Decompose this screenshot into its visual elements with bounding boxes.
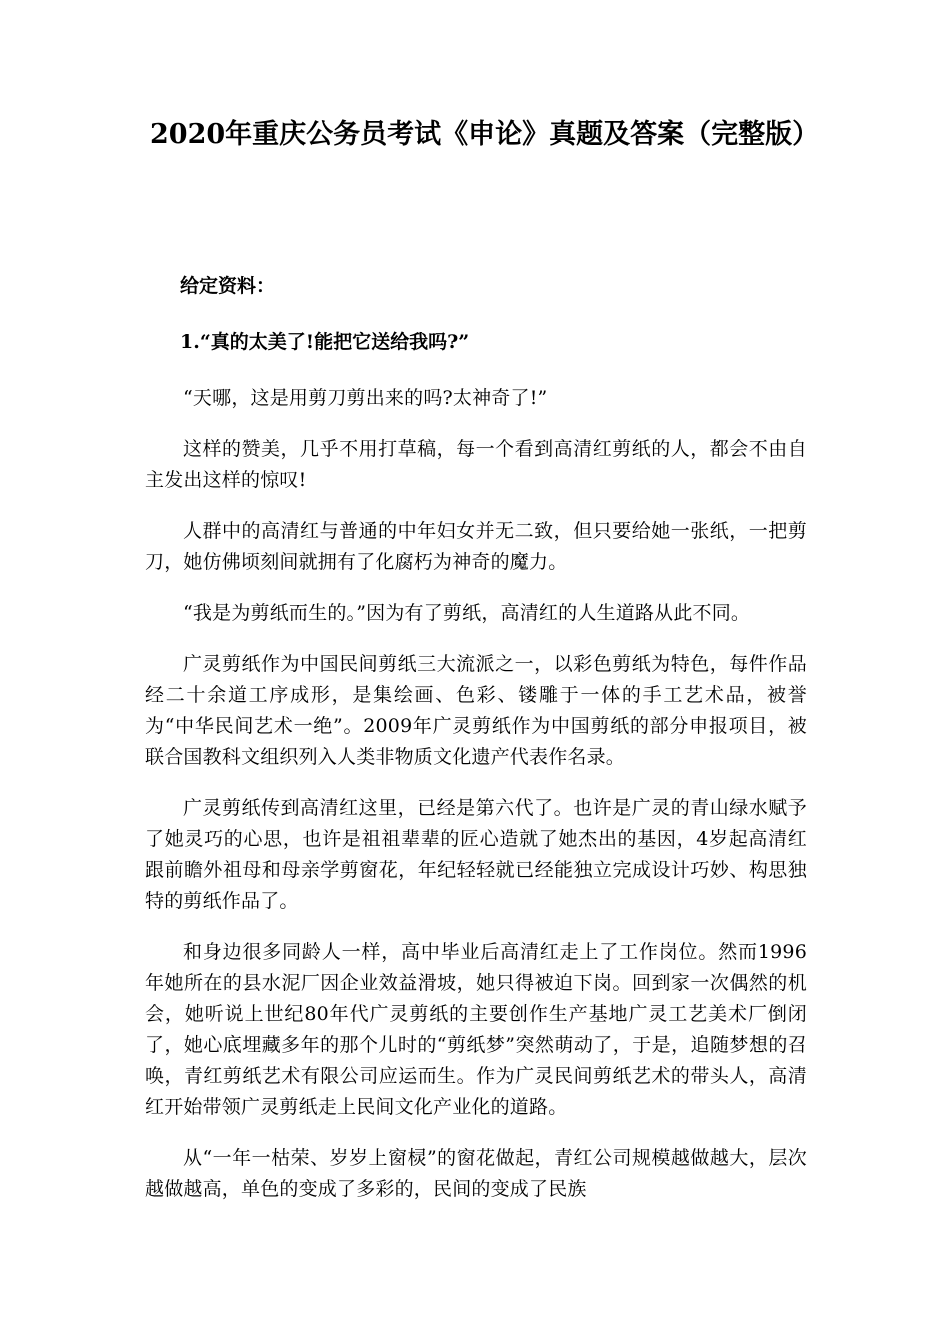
- paragraph: 从“一年一枯荣、岁岁上窗棂”的窗花做起，青红公司规模越做越大，层次越做越高，单色的变成了多彩的，民间的变成了民族: [145, 1147, 807, 1200]
- section-label: 给定资料：: [180, 275, 276, 297]
- paragraph: “我是为剪纸而生的。”因为有了剪纸，高清红的人生道路从此不同。: [183, 602, 751, 624]
- paragraph: 和身边很多同龄人一样，高中毕业后高清红走上了工作岗位。然而1996年她所在的县水泥厂因企业效益滑坡，她只得被迫下岗。回到家一次偶然的机会，她听说上世纪80年代广灵剪纸的主要创作生产基地广灵工艺美术厂倒闭了，她心底埋藏多年的那个儿时的“剪纸梦”突然萌动了，于是，追随梦想的召唤，青红剪纸艺术有限公司应运而生。作为广灵民间剪纸艺术的带头人，高清红开始带领广灵剪纸走上民间文化产业化的道路。: [145, 941, 807, 1118]
- paragraph: 广灵剪纸传到高清红这里，已经是第六代了。也许是广灵的青山绿水赋予了她灵巧的心思，也许是祖祖辈辈的匠心造就了她杰出的基因，4岁起高清红跟前瞻外祖母和母亲学剪窗花，年纪轻轻就已经能独立完成设计巧妙、构思独特的剪纸作品了。: [145, 797, 807, 912]
- material-heading: 1.“真的太美了!能把它送给我吗?”: [180, 331, 470, 353]
- paragraph: 这样的赞美，几乎不用打草稿，每一个看到高清红剪纸的人，都会不由自主发出这样的惊叹!: [145, 438, 807, 491]
- paragraph: 人群中的高清红与普通的中年妇女并无二致，但只要给她一张纸，一把剪刀，她仿佛顷刻间就拥有了化腐朽为神奇的魔力。: [145, 520, 807, 573]
- document-body: [145, 271, 807, 1225]
- paragraph: “天哪，这是用剪刀剪出来的吗?太神奇了!”: [183, 387, 548, 409]
- document-title: 2020年重庆公务员考试《申论》真题及答案（完整版）: [150, 119, 820, 150]
- paragraph: 广灵剪纸作为中国民间剪纸三大流派之一，以彩色剪纸为特色，每件作品经二十余道工序成形，是集绘画、色彩、镂雕于一体的手工艺术品，被誉为“中华民间艺术一绝”。2009年广灵剪纸作为中国剪纸的部分申报项目，被联合国教科文组织列入人类非物质文化遗产代表作名录。: [145, 653, 807, 768]
